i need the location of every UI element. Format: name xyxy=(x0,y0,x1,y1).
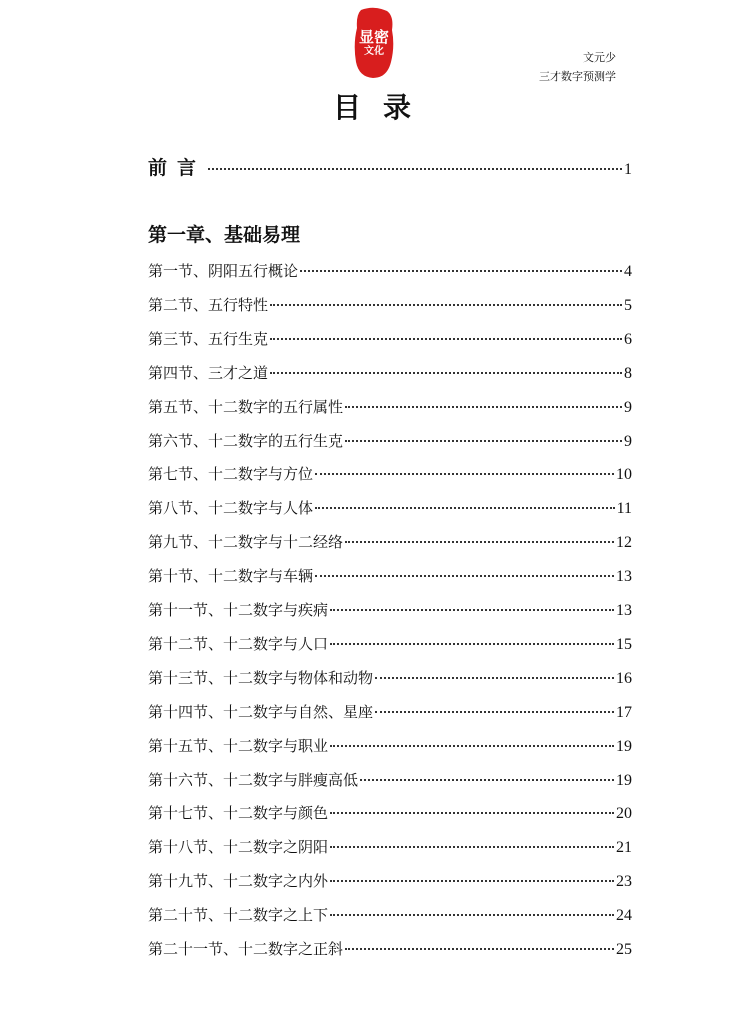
toc-entry-label: 第九节、十二数字与十二经络 xyxy=(148,533,344,552)
toc-entry-page: 19 xyxy=(616,737,632,755)
toc-entry[interactable] xyxy=(148,497,632,518)
dot-leader xyxy=(300,270,622,272)
header-book-title: 三才数字预测学 xyxy=(539,70,616,83)
toc-entry-page: 6 xyxy=(624,330,632,348)
dot-leader xyxy=(375,711,614,713)
toc-entry-label: 第七节、十二数字与方位 xyxy=(148,465,314,484)
toc-preface-page: 1 xyxy=(624,161,632,178)
toc-entry[interactable] xyxy=(148,904,632,925)
toc-entry[interactable] xyxy=(148,396,632,417)
toc-entry-label: 第十二节、十二数字与人口 xyxy=(148,634,329,653)
dot-leader xyxy=(330,745,614,747)
toc-entry-label: 第二十一节、十二数字之正斜 xyxy=(148,940,344,958)
toc-entry[interactable] xyxy=(148,294,632,315)
toc-entry-page: 16 xyxy=(616,669,632,687)
dot-leader xyxy=(345,406,622,408)
toc-entry-page: 13 xyxy=(616,568,632,586)
toc-entry-page: 9 xyxy=(624,432,632,450)
dot-leader xyxy=(315,575,614,577)
toc-entry-page: 12 xyxy=(616,534,632,552)
toc-entry-page: 8 xyxy=(624,364,632,382)
toc-entry[interactable] xyxy=(148,260,632,281)
toc-entry[interactable] xyxy=(148,328,632,349)
toc-entry[interactable] xyxy=(148,599,632,620)
dot-leader xyxy=(330,609,614,611)
toc-entry-page: 17 xyxy=(616,703,632,721)
toc-entry-label: 第十三节、十二数字与物体和动物 xyxy=(148,668,374,687)
dot-leader xyxy=(375,677,614,679)
header-note xyxy=(539,48,616,86)
toc-entry-label: 第一节、阴阳五行概论 xyxy=(148,262,299,280)
toc-entry[interactable] xyxy=(148,463,632,484)
toc-entry-page: 11 xyxy=(616,500,632,518)
toc-entry-page: 23 xyxy=(616,873,632,891)
toc-entry[interactable] xyxy=(148,633,632,654)
toc-entry[interactable] xyxy=(148,667,632,688)
toc-entry[interactable] xyxy=(148,531,632,552)
seal-text-side: 文化 xyxy=(364,45,384,57)
toc-entry[interactable] xyxy=(148,836,632,857)
dot-leader xyxy=(345,440,622,442)
dot-leader xyxy=(345,948,614,950)
toc-entry[interactable] xyxy=(148,701,632,722)
toc-entry-label: 第十八节、十二数字之阴阳 xyxy=(148,838,329,857)
toc-entry-label: 第十一节、十二数字与疾病 xyxy=(148,601,329,619)
toc-entry[interactable] xyxy=(148,938,632,959)
toc-entry-label: 第十五节、十二数字与职业 xyxy=(148,736,329,755)
dot-leader xyxy=(270,338,622,340)
dot-leader xyxy=(330,914,614,916)
toc-entry-page: 21 xyxy=(616,839,632,857)
toc-entry-label: 第十九节、十二数字之内外 xyxy=(148,872,329,891)
dot-leader xyxy=(315,473,614,475)
toc-entry[interactable] xyxy=(148,802,632,823)
toc-entry[interactable] xyxy=(148,769,632,790)
dot-leader xyxy=(360,779,614,781)
toc-entry[interactable] xyxy=(148,565,632,586)
toc-entry-page: 4 xyxy=(624,263,632,280)
toc-entry-label: 第十七节、十二数字与颜色 xyxy=(148,804,329,823)
toc-entry-label: 第十节、十二数字与车辆 xyxy=(148,567,314,586)
toc-entry-label: 第四节、三才之道 xyxy=(148,363,269,382)
toc-entry[interactable] xyxy=(148,870,632,891)
toc-entry-page: 5 xyxy=(624,296,632,314)
toc-entry-label: 第六节、十二数字的五行生克 xyxy=(148,431,344,450)
toc-entry-label: 第八节、十二数字与人体 xyxy=(148,499,314,518)
header-author: 文元少 xyxy=(583,51,616,64)
toc-entry-label: 第三节、五行生克 xyxy=(148,329,269,348)
toc-entry-label: 第十四节、十二数字与自然、星座 xyxy=(148,702,374,721)
toc-entry-label: 第十六节、十二数字与胖瘦高低 xyxy=(148,770,359,789)
toc-entry-page: 20 xyxy=(616,805,632,823)
toc-entry-label: 第二节、五行特性 xyxy=(148,295,269,314)
dot-leader xyxy=(330,846,614,848)
toc-entry[interactable] xyxy=(148,362,632,383)
toc-preface[interactable] xyxy=(148,153,632,180)
toc-entry[interactable] xyxy=(148,430,632,451)
seal-logo xyxy=(353,6,395,80)
page-title: 目录 xyxy=(332,91,433,124)
toc-entry-page: 10 xyxy=(616,466,632,484)
toc-entry-page: 25 xyxy=(616,941,632,958)
toc-entry-page: 24 xyxy=(616,907,632,925)
toc-preface-label: 前言 xyxy=(148,157,207,179)
seal-text-main: 显密 xyxy=(358,27,389,46)
toc-entry-label: 第二十节、十二数字之上下 xyxy=(148,906,329,925)
toc-entry-page: 13 xyxy=(616,602,632,619)
dot-leader xyxy=(330,643,614,645)
toc-entry-label: 第五节、十二数字的五行属性 xyxy=(148,397,344,416)
dot-leader xyxy=(270,372,622,374)
chapter-heading: 第一章、基础易理 xyxy=(148,224,301,246)
dot-leader xyxy=(345,541,614,543)
toc-entry-page: 9 xyxy=(624,398,632,416)
toc-entry-page: 19 xyxy=(616,771,632,789)
toc-entry-page: 15 xyxy=(616,635,632,653)
dot-leader xyxy=(208,168,622,170)
dot-leader xyxy=(270,304,622,306)
toc-entry[interactable] xyxy=(148,735,632,756)
dot-leader xyxy=(330,812,614,814)
dot-leader xyxy=(330,880,614,882)
dot-leader xyxy=(315,507,615,509)
